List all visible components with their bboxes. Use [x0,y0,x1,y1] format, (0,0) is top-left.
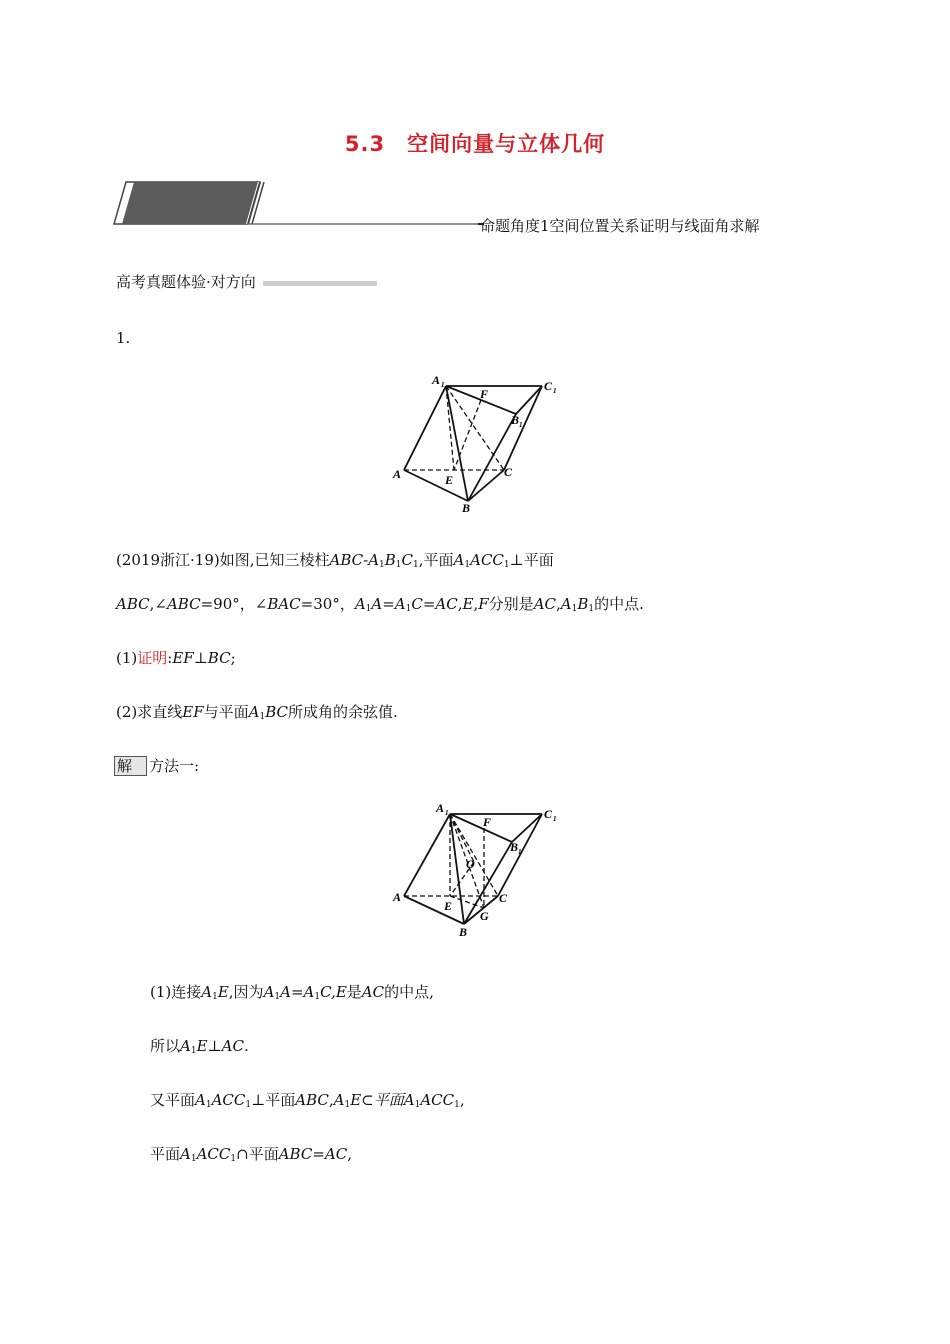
sub: 1 [205,1100,212,1110]
section-label-text: 高考真题体验·对方向 [116,273,256,291]
text-seg: 平面 [150,1145,181,1163]
proof-label: 证明 [137,649,168,667]
fig1-label-b: B [462,501,471,515]
fig1-label-a1-sub: 1 [441,381,445,389]
text-seg: =30°， [300,595,355,613]
text-seg: 与平面 [203,703,249,721]
sub: 1 [405,604,412,614]
problem-source: (2019浙江·19) [116,551,220,569]
math-a-eq: A=A [371,595,406,613]
text-seg: =90°，∠ [200,595,268,613]
text-seg: , [556,595,561,613]
statement-line-1 [116,550,554,575]
math-ac: AC [361,983,385,1001]
sub: 1 [379,560,385,570]
text-seg: (1)连接 [150,983,202,1001]
part-num: (2) [116,703,138,721]
fig2-label-c1-sub: 1 [553,815,557,823]
text-seg: ⊥平面 [251,1091,296,1109]
sub: 1 [571,604,578,614]
sub: 1 [212,992,218,1002]
sub: 1 [314,992,321,1002]
sub: 1 [344,1100,351,1110]
math-abc: ABC [116,595,150,613]
solution-line-3 [150,1090,465,1115]
fig2-label-b1-sub: 1 [518,848,522,856]
angle-label: 命题角度1空间位置关系证明与线面角求解 [480,217,760,235]
sub: 1 [414,1100,421,1110]
math-c: C, [320,983,336,1001]
text-seg: 分别是 [488,595,534,613]
math-a: A [201,983,213,1001]
math-prism-c: C [401,551,414,569]
sub: 1 [503,560,510,570]
fig2-label-a: A [393,890,402,904]
solution-line-4 [150,1144,352,1169]
math-ef: EF [182,703,204,721]
text-seg: 求直线 [137,703,183,721]
sub: 1 [413,560,419,570]
fig2-label-c1: C [544,807,553,821]
sub: 1 [259,712,266,722]
text-seg: ⊥ [193,649,208,667]
fig1-label-f: F [480,387,489,401]
sub: 1 [230,1154,237,1164]
fig2-label-f: F [483,815,492,829]
fig1-label-b1: B [511,413,520,427]
text-seg: ⊥平面 [509,551,554,569]
math-a: A [560,595,572,613]
math-bc: BC [207,649,231,667]
fig2-label-g: G [480,909,489,923]
part-1 [116,648,236,668]
math-acc: ACC [211,1091,246,1109]
math-a: A [180,1145,191,1163]
math-a: A [263,983,275,1001]
math-a: A [180,1037,191,1055]
math-e-subset: E⊂平面 [350,1091,404,1109]
math-ef: EF [172,649,194,667]
fig2-label-b: B [459,925,468,939]
method-label: 方法一: [149,757,200,775]
section-header-bar [112,180,492,232]
solution-badge: 解 [114,756,147,776]
math-a: A [403,1091,415,1109]
math-f: F [478,595,489,613]
text-seg: , [347,1145,352,1163]
math-c-eq: C=AC [411,595,458,613]
math-prism: ABC-A [329,551,380,569]
fig1-label-a: A [393,467,402,481]
math-a-eq: A=A [280,983,315,1001]
sub: 1 [245,1100,252,1110]
text-seg: 又平面 [150,1091,196,1109]
math-ac: AC [533,595,556,613]
math-a: A [333,1091,345,1109]
fig1-label-a1: A [432,373,441,387]
fig1-label-c: C [504,465,513,479]
text-seg: ; [230,649,236,667]
fig1-label-c1: C [544,379,553,393]
section-label-bar [263,281,377,286]
math-acc: ACC [196,1145,231,1163]
statement-line-2 [116,594,644,619]
part-num: (1) [116,649,138,667]
text-seg: 如图,已知三棱柱 [219,551,330,569]
sub: 1 [464,560,471,570]
math-e-perp: E⊥ [196,1037,222,1055]
solution-line-1 [150,982,434,1007]
math-abc-eq: ABC=AC [278,1145,348,1163]
fig2-label-a1-letter: A [436,801,445,815]
math-e: E [462,595,474,613]
sub: 1 [190,1046,197,1056]
fig1-label-b1-sub: 1 [519,421,523,429]
sub: 1 [365,604,372,614]
prism-figure-2 [388,796,568,946]
math-plane-a: A [453,551,465,569]
math-a: A [354,595,366,613]
text-seg: ∩平面 [236,1145,279,1163]
sub: 1 [454,1100,460,1110]
text-seg: ,平面 [418,551,454,569]
text-seg: : [167,649,173,667]
text-seg: 所以 [150,1037,181,1055]
text-seg: , [457,595,463,613]
sub: 1 [395,560,402,570]
sub: 1 [588,604,595,614]
fig1-label-e: E [445,473,454,487]
text-seg: 是 [346,983,362,1001]
prism-figure-1 [388,368,568,518]
math-b: B [577,595,589,613]
math-a: A [248,703,260,721]
math-e: E [217,983,229,1001]
math-ac: AC [221,1037,244,1055]
math-abc: ABC [295,1091,329,1109]
math-bac: BAC [267,595,301,613]
sub: 1 [190,1154,197,1164]
math-prism-b: B [384,551,396,569]
fig1-label-c1-sub: 1 [553,387,557,395]
text-seg: 所成角的余弦值. [288,703,398,721]
text-seg: 的中点, [384,983,434,1001]
math-abc: ABC [166,595,201,613]
fig2-label-b1: B [510,840,519,854]
text-seg: . [243,1037,249,1055]
part-2 [116,702,398,727]
fig2-label-c: C [499,891,508,905]
math-a: A [195,1091,206,1109]
fig2-label-o: O [466,857,475,871]
math-acc: ACC [420,1091,455,1109]
text-seg: , [473,595,479,613]
text-seg: ,因为 [228,983,264,1001]
text-seg: 的中点. [594,595,644,613]
fig2-label-e: E [444,899,453,913]
sub: 1 [274,992,281,1002]
problem-number: 1. [116,329,131,347]
section-label [116,272,377,292]
text-seg: ,∠ [149,595,167,613]
math-plane-acc: ACC [470,551,504,569]
math-e: E [335,983,347,1001]
page-title: 5.3 空间向量与立体几何 [344,132,606,156]
math-bc: BC [265,703,288,721]
fig2-label-a1: 1 [445,809,449,817]
solution-header [114,756,199,776]
solution-line-2 [150,1036,249,1061]
text-seg: , [328,1091,334,1109]
text-seg: , [459,1091,465,1109]
